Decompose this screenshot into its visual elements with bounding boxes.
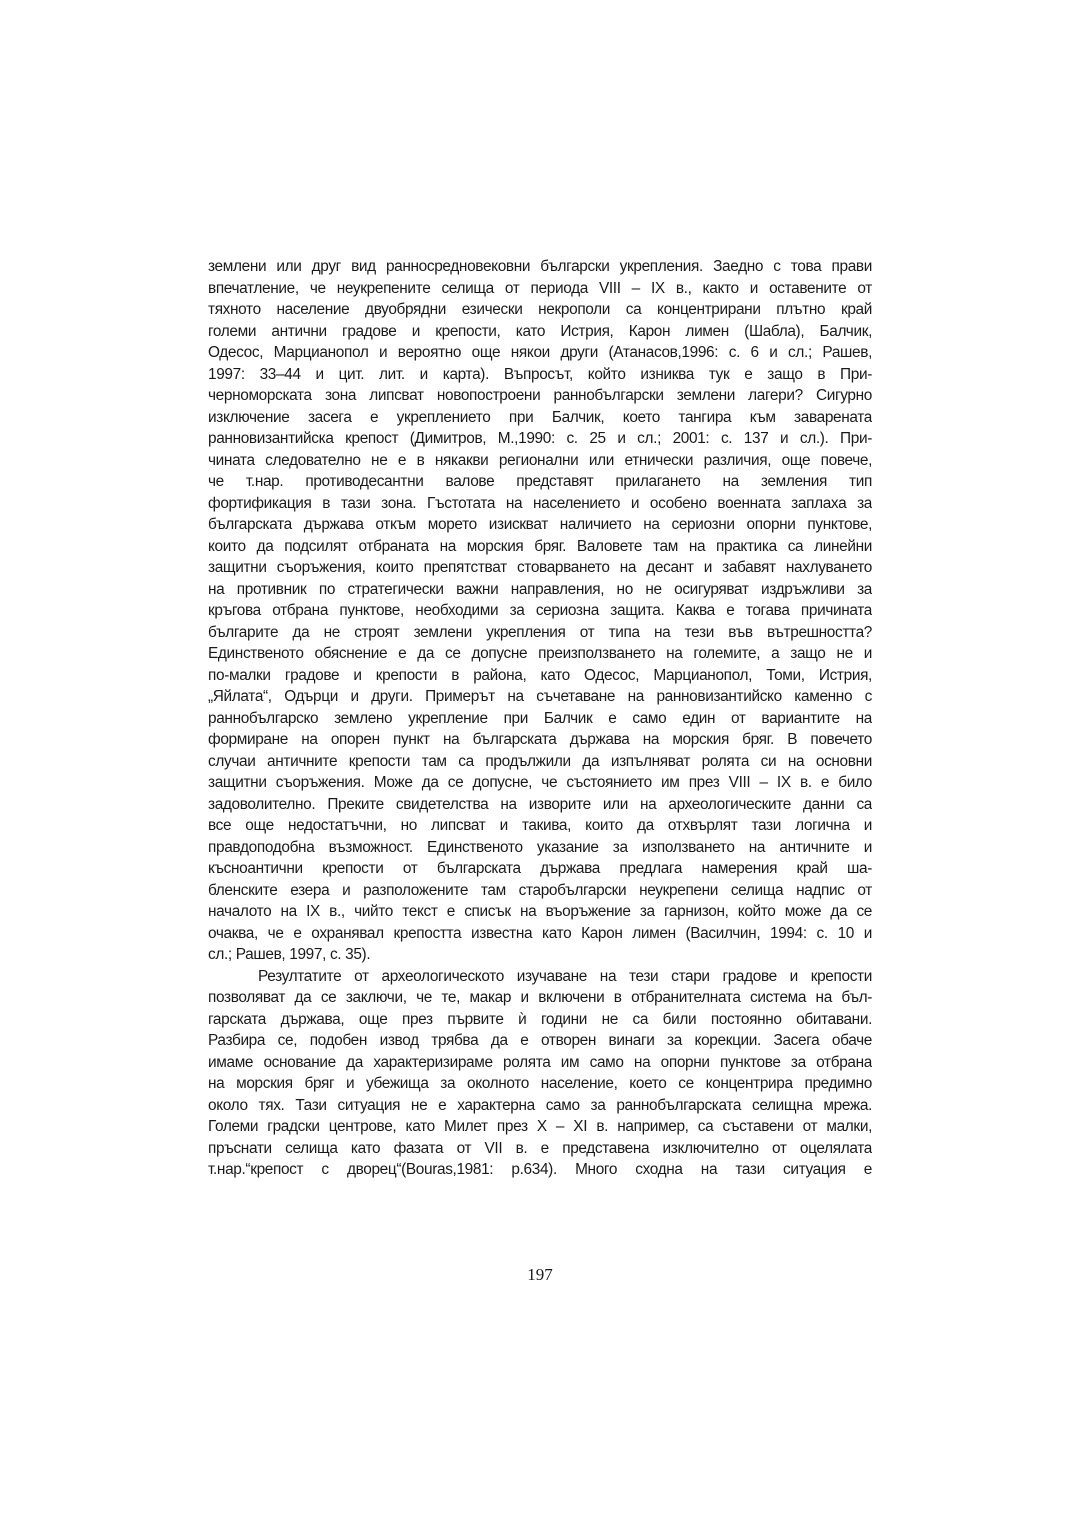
text-line: „Яйлата“, Одърци и други. Примерът на съчетаване на ранновизантийско каменно с <box>208 688 872 705</box>
text-line: ранновизантийска крепост (Димитров, М.,1990: с. 25 и сл.; 2001: с. 137 и сл.). При- <box>208 430 872 447</box>
text-line: българите да не строят землени укрепления от типа на тези във вътрешността? <box>208 623 872 641</box>
text-line: които да подсилят отбраната на морския бряг. Валовете там на практика са линейни <box>208 537 872 555</box>
text-line: че т.нар. противодесантни валове представят прилагането на земления тип <box>208 473 872 490</box>
paragraph <box>208 966 872 1181</box>
text-line: началото на IX в., чийто текст е списък на въоръжение за гарнизон, който може да се <box>208 903 872 920</box>
text-line: Одесос, Марцианопол и вероятно още някои други (Атанасов,1996: с. 6 и сл.; Рашев, <box>208 344 872 361</box>
text-line: пръснати селища като фазата от VII в. е представена изключително от оцелялата <box>208 1139 872 1157</box>
text-line: българската държава откъм морето изискват наличието на сериозни опорни пунктове, <box>208 516 872 533</box>
text-line: около тях. Тази ситуация не е характерна само за раннобългарската селищна мрежа. <box>208 1096 872 1114</box>
text-line: т.нар.“крепост с дворец“(Bouras,1981: p.634). Много сходна на тази ситуация е <box>208 1161 872 1178</box>
page-number: 197 <box>527 1265 553 1284</box>
text-line: късноантични крепости от българската държава предлага намерения край ша- <box>208 860 872 877</box>
text-line: землени или друг вид ранносредновековни български укрепления. Заедно с това прави <box>208 258 872 275</box>
text-line: фортификация в тази зона. Гъстотата на населението и особено военната заплаха за <box>208 494 872 512</box>
text-line: раннобългарско землено укрепление при Балчик е само един от вариантите на <box>208 709 872 727</box>
body-text <box>208 256 872 1181</box>
text-line: бленските езера и разположените там старобългарски неукрепени селища надпис от <box>208 881 872 899</box>
text-line: впечатление, че неукрепените селища от периода VIII – IX в., както и оставените от <box>208 279 872 297</box>
text-line: тяхното население двуобрядни езически некрополи са концентрирани плътно край <box>208 301 872 318</box>
text-line: Големи градски центрове, като Милет през X – XI в. например, са съставени от малки, <box>208 1118 872 1135</box>
text-line: правдоподобна възможност. Единственото указание за използването на античните и <box>208 838 872 856</box>
text-line: Единственото обяснение е да се допусне преизползването на големите, а защо не и <box>208 645 872 662</box>
text-line: защитни съоръжения, които препятстват стоварването на десант и забавят нахлуването <box>208 559 872 576</box>
text-line: изключение засега е укреплението при Балчик, което тангира към заварената <box>208 408 872 426</box>
text-line: 1997: 33–44 и цит. лит. и карта). Въпросът, който изниква тук е защо в При- <box>208 365 872 383</box>
text-line: на морския бряг и убежища за околното население, което се концентрира предимно <box>208 1075 872 1092</box>
text-line: задоволително. Преките свидетелства на изворите или на археологическите данни са <box>208 795 872 813</box>
text-line: големи антични градове и крепости, като Истрия, Карон лимен (Шабла), Балчик, <box>208 322 872 340</box>
text-line: по-малки градове и крепости в района, като Одесос, Марцианопол, Томи, Истрия, <box>208 666 872 684</box>
text-line: Разбира се, подобен извод трябва да е отворен винаги за корекции. Засега обаче <box>208 1032 872 1049</box>
text-line: все още недостатъчни, но липсват и такива, които да отхвърлят тази логична и <box>208 817 872 834</box>
text-line: случаи античните крепости там са продължили да изпълняват ролята си на основни <box>208 752 872 770</box>
text-line: очаква, че е охранявал крепостта известна като Карон лимен (Василчин, 1994: с. 10 и <box>208 924 872 942</box>
text-line: черноморската зона липсват новопостроени раннобългарски землени лагери? Сигурно <box>208 387 872 404</box>
text-line: сл.; Рашев, 1997, с. 35). <box>208 946 371 963</box>
paragraph <box>208 256 872 966</box>
text-line: Резултатите от археологическото изучаване на тези стари градове и крепости <box>258 967 872 985</box>
text-line: на противник по стратегически важни направления, но не осигуряват издръжливи за <box>208 580 872 598</box>
text-line: гарската държава, още през първите ѝ години не са били постоянно обитавани. <box>208 1010 872 1028</box>
text-line: формиране на опорен пункт на българската държава на морския бряг. В повечето <box>208 731 872 748</box>
text-line: чината следователно не е в някакви регионални или етнически различия, още повече, <box>208 451 872 469</box>
text-line: кръгова отбрана пунктове, необходими за сериозна защита. Каква е тогава причината <box>208 602 872 619</box>
text-line: защитни съоръжения. Може да се допусне, че състоянието им през VIII – IX в. е било <box>208 774 872 791</box>
text-line: имаме основание да характеризираме ролята им само на опорни пунктове за отбрана <box>208 1053 872 1071</box>
text-line: позволяват да се заключи, че те, макар и включени в отбранителната система на бъл- <box>208 989 872 1006</box>
